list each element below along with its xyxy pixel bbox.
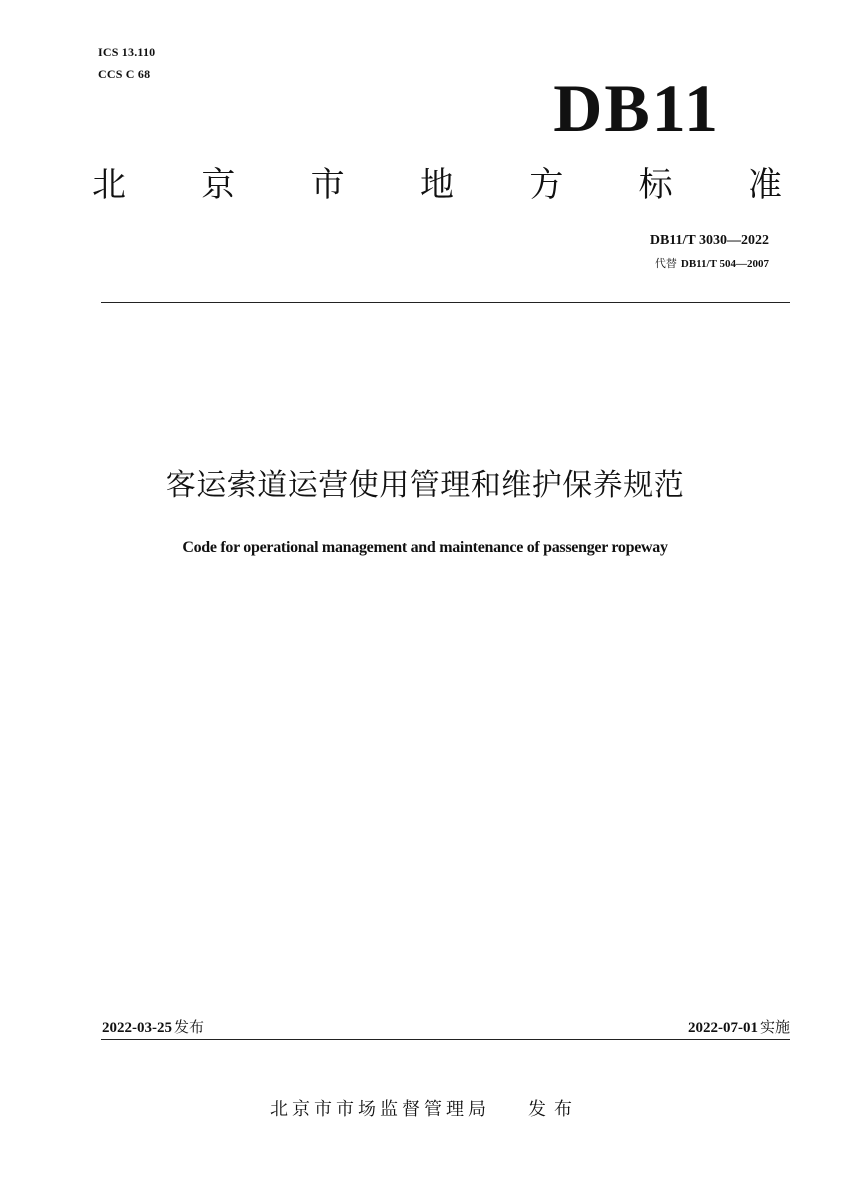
publish-label: 发布 bbox=[528, 1099, 580, 1120]
standard-type-char: 北 bbox=[92, 165, 126, 205]
standard-type-char: 地 bbox=[419, 165, 454, 205]
top-divider bbox=[101, 302, 790, 303]
replaces-notice bbox=[655, 257, 769, 271]
publisher-row bbox=[0, 1098, 850, 1122]
standard-number: DB11/T 3030—2022 bbox=[649, 233, 769, 248]
standard-type-char: 方 bbox=[529, 165, 564, 205]
standard-type-char: 京 bbox=[201, 165, 236, 205]
ics-code: ICS 13.110 bbox=[98, 45, 156, 59]
standard-type-char: 市 bbox=[310, 165, 345, 205]
issue-label: 发布 bbox=[174, 1018, 205, 1036]
document-title-cn: 客运索道运营使用管理和维护保养规范 bbox=[165, 468, 685, 503]
standard-type-title bbox=[92, 163, 782, 207]
db-standard-logo: DB11 bbox=[553, 70, 720, 146]
document-title-en: Code for operational management and maintenance of passenger ropeway bbox=[182, 539, 668, 556]
issue-date-row bbox=[102, 1017, 204, 1038]
implement-label: 实施 bbox=[759, 1018, 790, 1036]
ccs-code: CCS C 68 bbox=[98, 67, 151, 81]
standard-type-char: 准 bbox=[747, 165, 782, 205]
issue-date: 2022-03-25 bbox=[102, 1020, 172, 1036]
publisher-name: 北京市市场监督管理局 bbox=[270, 1099, 490, 1120]
replaced-standard-number: DB11/T 504—2007 bbox=[680, 258, 769, 270]
standard-type-char: 标 bbox=[638, 165, 673, 205]
replaces-label: 代替 bbox=[654, 257, 677, 270]
implement-date: 2022-07-01 bbox=[687, 1020, 758, 1036]
implement-date-row bbox=[688, 1017, 790, 1038]
bottom-divider bbox=[101, 1039, 790, 1040]
